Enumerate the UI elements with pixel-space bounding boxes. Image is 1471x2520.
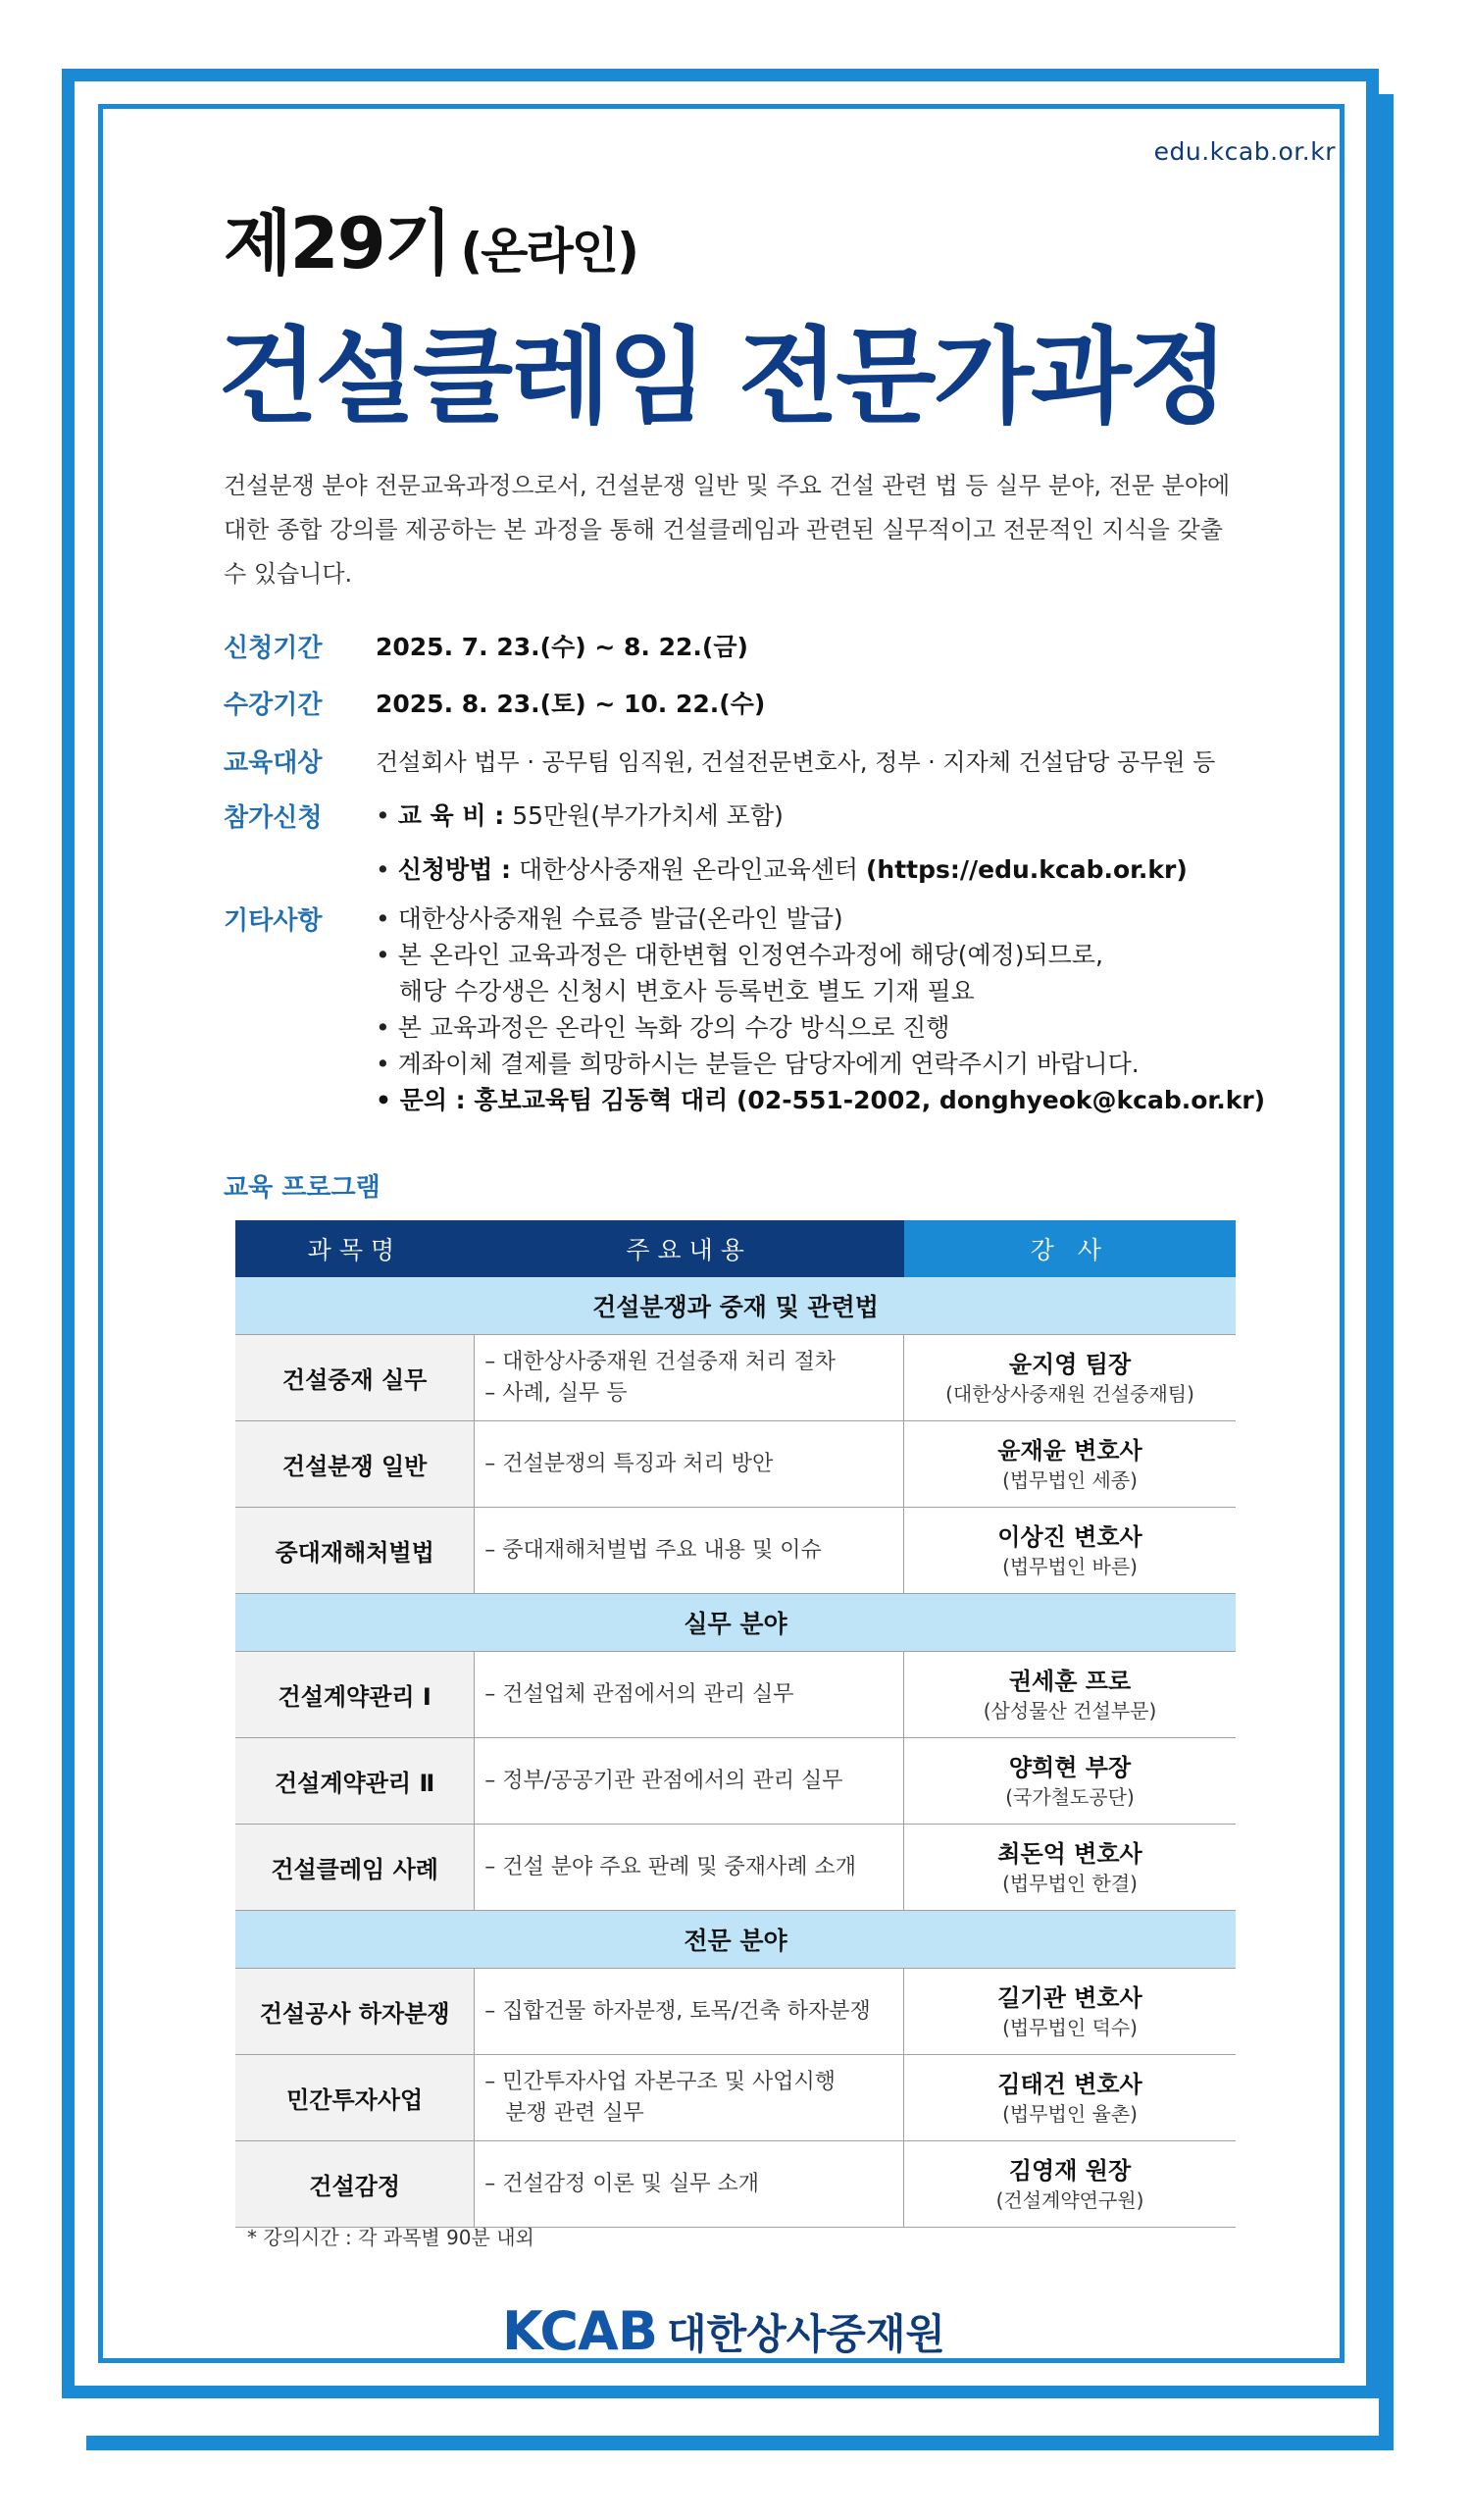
content-line: – 건설업체 관점에서의 관리 실무: [484, 1681, 794, 1707]
content-cell: [475, 1421, 904, 1508]
instructor-affiliation: (건설계약연구원): [995, 2187, 1144, 2212]
etc-item: 해당 수강생은 신청시 변호사 등록번호 별도 기재 필요: [376, 977, 975, 1005]
content-cell: [475, 1969, 904, 2055]
table-row: [235, 1738, 1236, 1825]
instructor-affiliation: (국가철도공단): [1005, 1784, 1135, 1809]
content-line: – 중대재해처벌법 주요 내용 및 이슈: [484, 1537, 822, 1563]
table-row: [235, 1508, 1236, 1594]
instructor-affiliation: (삼성물산 건설부문): [983, 1698, 1157, 1723]
content-cell: [475, 1825, 904, 1911]
registration-details: [376, 797, 1356, 888]
online-label: (온라인): [460, 223, 637, 280]
section-title: 실무 분야: [235, 1594, 1236, 1652]
content-cell: [475, 1652, 904, 1738]
course-period-label: 수강기간: [224, 691, 323, 720]
kcab-logo-text: 대한상사중재원: [667, 2309, 946, 2358]
content-line: – 정부/공공기관 관점에서의 관리 실무: [484, 1768, 843, 1793]
table-row: [235, 1969, 1236, 2055]
content-line: – 건설 분야 주요 판례 및 중재사례 소개: [484, 1854, 857, 1879]
table-row: [235, 1421, 1236, 1508]
instructor-name: 김태건 변호사: [997, 2070, 1142, 2098]
registration-label: 참가신청: [224, 803, 323, 833]
course-period-value: 2025. 8. 23.(토) ~ 10. 22.(수): [376, 690, 766, 718]
instructor-affiliation: (법무법인 덕수): [1002, 2015, 1138, 2039]
cohort-number: 제29기: [224, 202, 451, 284]
instructor-name: 김영재 원장: [1008, 2156, 1132, 2185]
subject-cell: 건설공사 하자분쟁: [235, 1969, 475, 2055]
section-title: 건설분쟁과 중재 및 관련법: [235, 1277, 1236, 1335]
header-subject: 과목명: [235, 1220, 475, 1277]
instructor-cell: [904, 1738, 1236, 1825]
instructor-cell: [904, 1969, 1236, 2055]
etc-list: [376, 900, 1356, 1118]
instructor-cell: [904, 1421, 1236, 1508]
instructor-cell: [904, 1335, 1236, 1421]
content-line: – 대한상사중재원 건설중재 처리 절차: [484, 1349, 837, 1374]
frame-shadow-right: [1379, 94, 1394, 2450]
etc-label: 기타사항: [224, 906, 323, 936]
instructor-affiliation: (대한상사중재원 건설중재팀): [945, 1381, 1194, 1406]
method-value: 대한상사중재원 온라인교육센터: [511, 855, 866, 884]
section-row: [235, 1911, 1236, 1969]
program-title: 교육 프로그램: [224, 1173, 380, 1203]
program-table-body: [235, 1277, 1236, 2228]
instructor-name: 이상진 변호사: [997, 1522, 1142, 1551]
subject-cell: 중대재해처벌법: [235, 1508, 475, 1594]
method-line: • 신청방법 : 대한상사중재원 온라인교육센터 (https://edu.kcab.or.kr): [376, 855, 1188, 884]
apply-period-label: 신청기간: [224, 634, 323, 663]
etc-item: • 본 교육과정은 온라인 녹화 강의 수강 방식으로 진행: [376, 1013, 950, 1042]
content-line: – 사례, 실무 등: [484, 1380, 628, 1406]
content-cell: [475, 2055, 904, 2141]
target-value: 건설회사 법무 · 공무팀 임직원, 건설전문변호사, 정부 · 지자체 건설담당 공무원 등: [376, 748, 1216, 776]
etc-item: • 본 온라인 교육과정은 대한변협 인정연수과정에 해당(예정)되므로,: [376, 941, 1103, 969]
subject-cell: 건설계약관리 Ⅱ: [235, 1738, 475, 1825]
subject-cell: 건설클레임 사례: [235, 1825, 475, 1911]
etc-item: • 계좌이체 결제를 희망하시는 분들은 담당자에게 연락주시기 바랍니다.: [376, 1050, 1140, 1078]
table-row: [235, 1335, 1236, 1421]
subject-cell: 건설감정: [235, 2141, 475, 2228]
section-row: [235, 1277, 1236, 1335]
instructor-cell: [904, 1825, 1236, 1911]
contact-line: • 문의 : 홍보교육팀 김동혁 대리 (02-551-2002, donghyeok@kcab.or.kr): [376, 1086, 1266, 1114]
table-row: [235, 2141, 1236, 2228]
course-title: 건설클레임 전문가과정: [218, 317, 1226, 437]
content-cell: [475, 1508, 904, 1594]
subject-cell: 건설중재 실무: [235, 1335, 475, 1421]
table-header-row: [235, 1220, 1236, 1277]
lecture-time-note: * 강의시간 : 각 과목별 90분 내외: [247, 2226, 534, 2249]
instructor-name: 윤재윤 변호사: [997, 1436, 1142, 1465]
section-title: 전문 분야: [235, 1911, 1236, 1969]
method-url-link[interactable]: (https://edu.kcab.or.kr): [865, 855, 1188, 884]
instructor-cell: [904, 1508, 1236, 1594]
instructor-affiliation: (법무법인 세종): [1002, 1467, 1138, 1492]
content-cell: [475, 1738, 904, 1825]
instructor-cell: [904, 2141, 1236, 2228]
table-row: [235, 1652, 1236, 1738]
subject-cell: 건설분쟁 일반: [235, 1421, 475, 1508]
kcab-logo-mark: KCAB: [502, 2300, 657, 2362]
method-key: 신청방법 :: [397, 855, 512, 884]
header-content: 주요내용: [475, 1220, 904, 1277]
etc-item: • 대한상사중재원 수료증 발급(온라인 발급): [376, 904, 843, 933]
table-row: [235, 2055, 1236, 2141]
target-label: 교육대상: [224, 748, 323, 778]
content-line: 분쟁 관련 실무: [484, 2100, 644, 2126]
instructor-name: 권세훈 프로: [1008, 1667, 1132, 1695]
apply-period-value: 2025. 7. 23.(수) ~ 8. 22.(금): [376, 633, 748, 661]
intro-text: 건설분쟁 분야 전문교육과정으로서, 건설분쟁 일반 및 주요 건설 관련 법 등 실무 분야, 전문 분야에 대한 종합 강의를 제공하는 본 과정을 통해 건설클레임과 관련된 실무적이고 전문적인 지식을 갖출 수 있습니다.: [224, 472, 1231, 588]
subject-cell: 건설계약관리 Ⅰ: [235, 1652, 475, 1738]
fee-key: 교 육 비 :: [397, 801, 505, 830]
subject-cell: 민간투자사업: [235, 2055, 475, 2141]
instructor-affiliation: (법무법인 율촌): [1002, 2101, 1138, 2126]
frame-shadow-bottom: [86, 2436, 1394, 2450]
table-row: [235, 1825, 1236, 1911]
site-url-link[interactable]: edu.kcab.or.kr: [1153, 137, 1336, 166]
content-line: – 건설분쟁의 특징과 처리 방안: [484, 1451, 774, 1476]
instructor-name: 최돈억 변호사: [997, 1839, 1142, 1868]
instructor-name: 길기관 변호사: [997, 1983, 1142, 2012]
instructor-cell: [904, 1652, 1236, 1738]
content-cell: [475, 2141, 904, 2228]
kcab-logo: [502, 2300, 946, 2362]
content-line: – 건설감정 이론 및 실무 소개: [484, 2171, 760, 2196]
program-table: [235, 1220, 1236, 2228]
header-instructor: 강 사: [904, 1220, 1236, 1277]
fee-line: • 교 육 비 : 55만원(부가가치세 포함): [376, 801, 784, 830]
content-line: – 민간투자사업 자본구조 및 사업시행: [484, 2069, 837, 2094]
cohort-title: [224, 186, 637, 288]
instructor-cell: [904, 2055, 1236, 2141]
instructor-name: 윤지영 팀장: [1008, 1350, 1132, 1378]
instructor-name: 양희현 부장: [1008, 1753, 1132, 1781]
instructor-affiliation: (법무법인 바른): [1002, 1554, 1138, 1578]
content-cell: [475, 1335, 904, 1421]
section-row: [235, 1594, 1236, 1652]
instructor-affiliation: (법무법인 한결): [1002, 1871, 1138, 1895]
content-line: – 집합건물 하자분쟁, 토목/건축 하자분쟁: [484, 1998, 871, 2024]
fee-value: 55만원(부가가치세 포함): [504, 801, 784, 830]
